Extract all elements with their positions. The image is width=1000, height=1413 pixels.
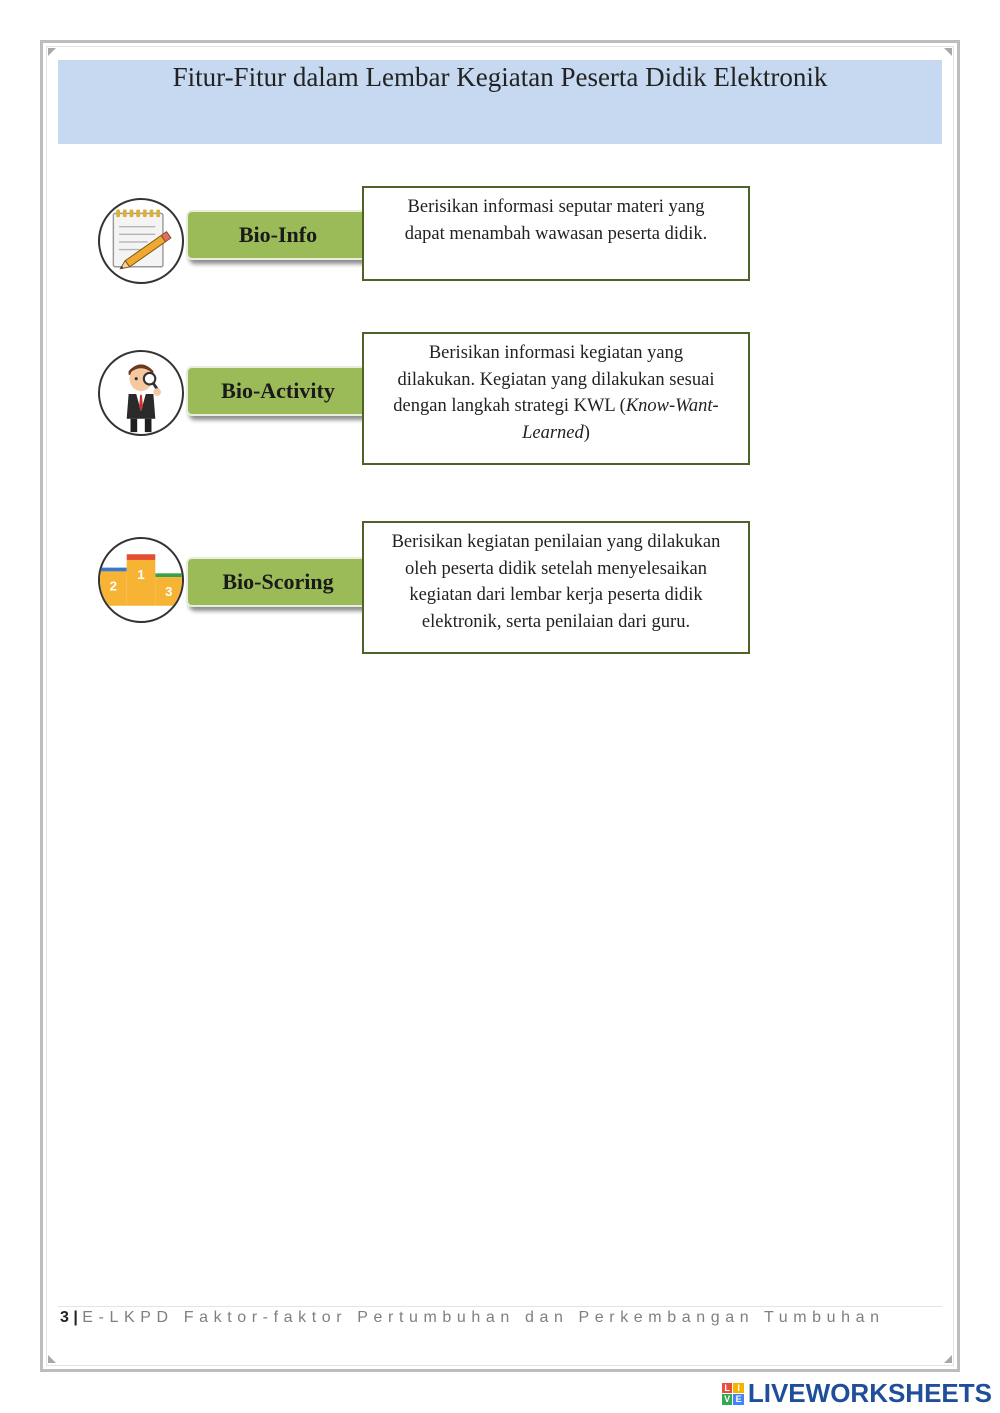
description-line: elektronik, serta penilaian dari guru. [421,611,691,632]
description-line: kegiatan dari lembar kerja peserta didik [409,585,703,605]
description-line: dengan langkah strategi KWL (Know-Want- [393,396,719,416]
feature-description [362,521,750,654]
description-line: Learned) [522,422,590,443]
liveworksheets-watermark[interactable] [722,1378,992,1409]
description-line: dilakukan. Kegiatan yang dilakukan sesuai [397,369,715,390]
description-line: Berisikan informasi kegiatan yang [428,343,684,363]
feature-label-bio-scoring: Bio-Scoring [186,557,370,607]
feature-label-bio-activity: Bio-Activity [186,366,370,416]
notepad-pencil-icon [98,198,184,284]
liveworksheets-logo-icon: L I V E [722,1383,744,1405]
podium-icon [98,537,184,623]
footer-divider [58,1306,942,1307]
feature-label-bio-info: Bio-Info [186,210,370,260]
feature-bio-scoring [98,521,758,655]
title-banner [58,60,942,144]
page-title: Fitur-Fitur dalam Lembar Kegiatan Peserta Didik Elektronik [172,62,828,92]
footer-separator: | [68,1309,83,1326]
feature-bio-activity [98,332,758,466]
detective-magnifier-icon [98,350,184,436]
description-line: Berisikan kegiatan penilaian yang dilakukan [391,532,721,552]
description-line: dapat menambah wawasan peserta didik. [404,223,708,244]
feature-description [362,332,750,465]
corner-ornament [48,48,56,56]
corner-ornament [48,1355,56,1363]
description-line: oleh peserta didik setelah menyelesaikan [404,558,708,579]
feature-description [362,186,750,281]
page-number: 3 [60,1309,69,1326]
description-line: Berisikan informasi seputar materi yang [407,197,705,217]
podium-first-number: 1 [137,567,145,583]
page-footer [60,1309,885,1327]
footer-text: E-LKPD Faktor-faktor Pertumbuhan dan Perkembangan Tumbuhan [82,1309,885,1326]
feature-bio-info [98,186,758,282]
podium-third-number: 3 [164,584,173,600]
podium-second-number: 2 [109,578,118,594]
corner-ornament [944,48,952,56]
corner-ornament [944,1355,952,1363]
watermark-text: LIVEWORKSHEETS [747,1378,992,1408]
